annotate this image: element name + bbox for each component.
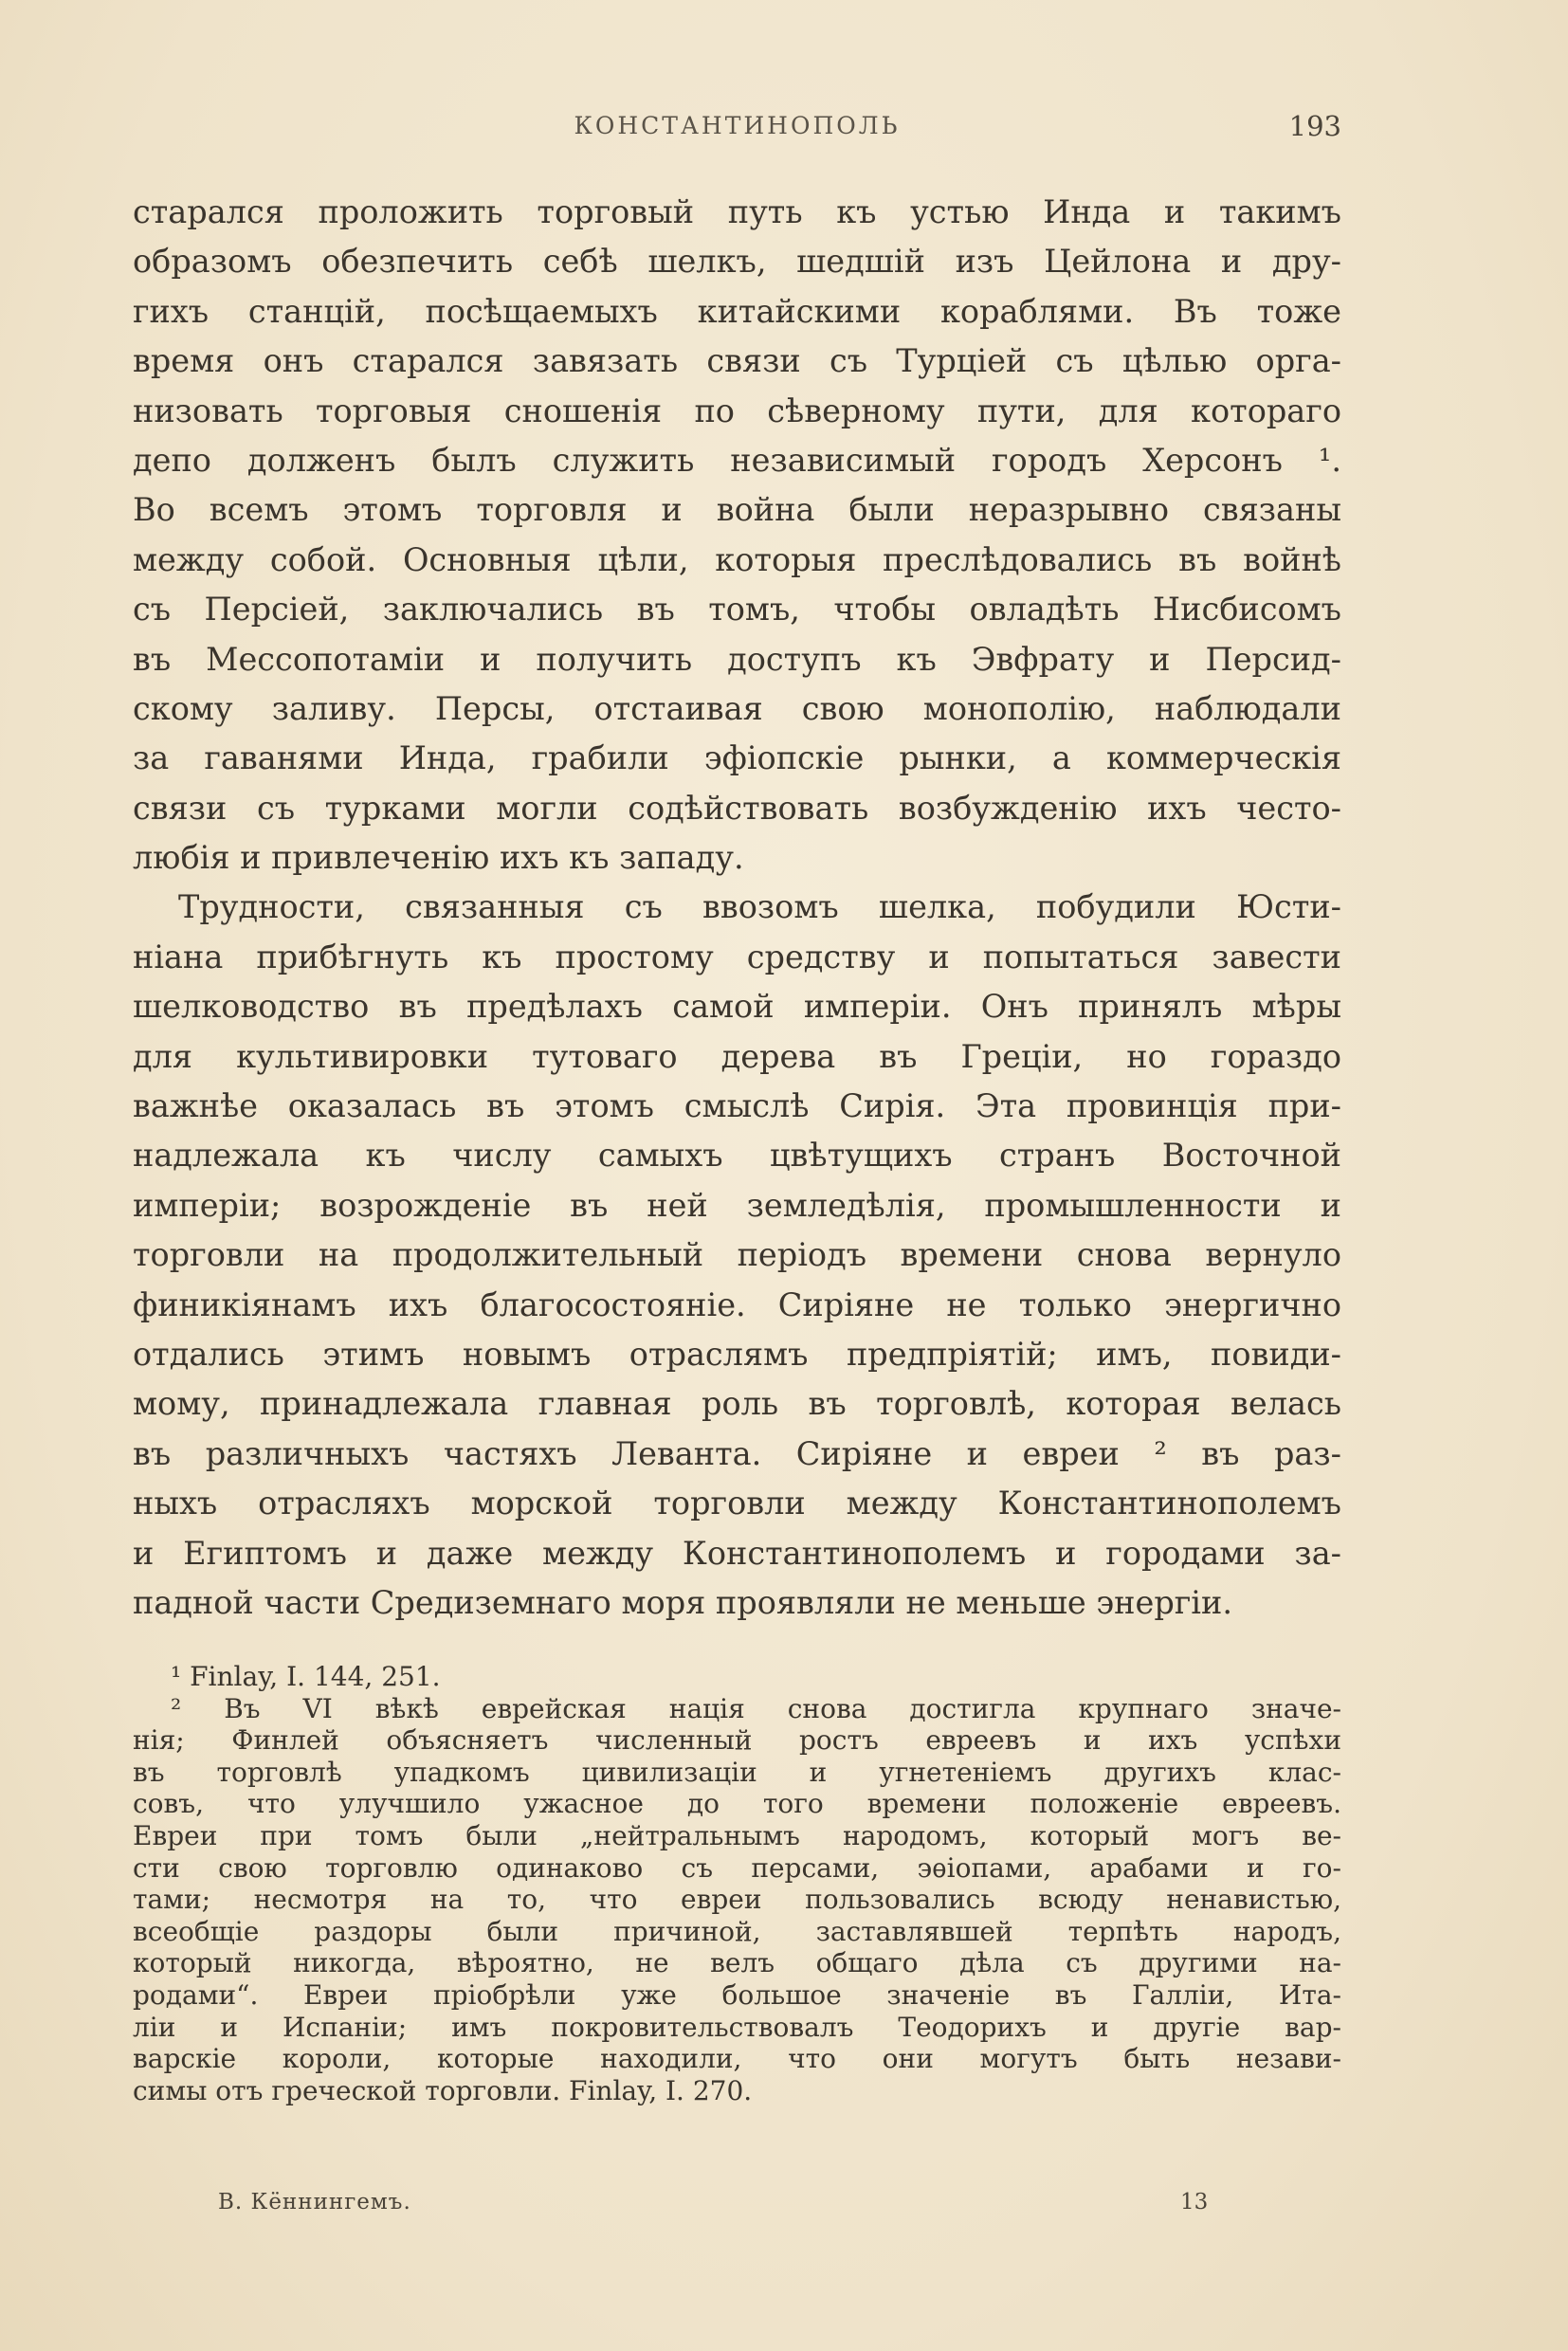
- text-line: гихъ станцій, посѣщаемыхъ китайскими кораблями. Въ тоже: [133, 292, 1341, 330]
- footnote-line: родами“. Евреи пріобрѣли уже большое значеніе въ Галліи, Ита-: [133, 1978, 1341, 2011]
- text-line: ніана прибѣгнуть къ простому средству и попытаться завести: [133, 938, 1341, 975]
- footnote-line: тами; несмотря на то, что евреи пользовались всюду ненавистью,: [133, 1884, 1341, 1916]
- text-line: для культивировки тутоваго дерева въ Греціи, но гораздо: [133, 1037, 1341, 1075]
- footnote-line: совъ, что улучшило ужасное до того времени положеніе евреевъ.: [133, 1788, 1341, 1820]
- text-line: скому заливу. Персы, отстаивая свою монополію, наблюдали: [133, 689, 1341, 727]
- text-line: и Египтомъ и даже между Константинополемъ и городами за-: [133, 1534, 1341, 1572]
- text-line: ныхъ отрасляхъ морской торговли между Константинополемъ: [133, 1485, 1341, 1522]
- signature-row: [133, 2190, 1341, 2224]
- text-line: финикіянамъ ихъ благосостояніе. Сиріяне не только энергично: [133, 1285, 1341, 1323]
- footnote-line: всеобщіе раздоры были причиной, заставлявшей терпѣть народъ,: [133, 1915, 1341, 1947]
- footnote-1: ¹ Finlay, I. 144, 251.: [171, 1661, 441, 1692]
- footnote-line: ліи и Испаніи; имъ покровительствовалъ Теодорихъ и другіе вар-: [133, 2011, 1341, 2043]
- footnote-line: нія; Финлей объясняетъ численный ростъ евреевъ и ихъ успѣхи: [133, 1724, 1341, 1757]
- footnote-line: сти свою торговлю одинаково съ персами, эѳіопами, арабами и го-: [133, 1851, 1341, 1884]
- text-line: за гаванями Инда, грабили эфіопскіе рынки, а коммерческія: [133, 739, 1341, 777]
- text-line: образомъ обезпечить себѣ шелкъ, шедшій изъ Цейлона и дру-: [133, 243, 1341, 281]
- footnote-line: Евреи при томъ были „нейтральнымъ народомъ, который могъ ве-: [133, 1819, 1341, 1851]
- text-line: отдались этимъ новымъ отраслямъ предпріятій; имъ, повиди-: [133, 1335, 1341, 1373]
- text-line: мому, принадлежала главная роль въ торговлѣ, которая велась: [133, 1385, 1341, 1423]
- text-line: связи съ турками могли содѣйствовать возбужденію ихъ често-: [133, 789, 1341, 827]
- text-line: надлежала къ числу самыхъ цвѣтущихъ странъ Восточной: [133, 1137, 1341, 1175]
- text-line: депо долженъ былъ служить независимый городъ Херсонъ ¹.: [133, 441, 1341, 479]
- printer-signature: В. Кённингемъ.: [218, 2190, 411, 2214]
- text-line: между собой. Основныя цѣли, которыя преслѣдовались въ войнѣ: [133, 540, 1341, 578]
- running-head: [133, 112, 1341, 150]
- footnote-line: который никогда, вѣроятно, не велъ общаго дѣла съ другими на-: [133, 1947, 1341, 1979]
- text-line: въ Мессопотаміи и получить доступъ къ Эвфрату и Персид-: [133, 640, 1341, 678]
- text-line: низовать торговыя сношенія по сѣверному пути, для котораго: [133, 392, 1341, 429]
- paragraph-start-line: Трудности, связанныя съ ввозомъ шелка, побудили Юсти-: [178, 888, 1341, 926]
- text-line: падной части Средиземнаго моря проявляли не меньше энергіи.: [133, 1583, 1233, 1621]
- text-line: въ различныхъ частяхъ Леванта. Сиріяне и евреи ² въ раз-: [133, 1434, 1341, 1472]
- running-title: КОНСТАНТИНОПОЛЬ: [574, 112, 901, 139]
- text-line: шелководство въ предѣлахъ самой имперіи. Онъ принялъ мѣры: [133, 988, 1341, 1026]
- text-line: важнѣе оказалась въ этомъ смыслѣ Сирія. Эта провинція при-: [133, 1087, 1341, 1125]
- footnote-line: варскіе короли, которые находили, что они могутъ быть незави-: [133, 2043, 1341, 2075]
- footnote-line: въ торговлѣ упадкомъ цивилизаціи и угнетеніемъ другихъ клас-: [133, 1756, 1341, 1788]
- text-line: время онъ старался завязать связи съ Турціей съ цѣлью орга-: [133, 342, 1341, 380]
- text-line: старался проложить торговый путь къ устью Инда и такимъ: [133, 193, 1341, 230]
- text-line: Во всемъ этомъ торговля и война были неразрывно связаны: [133, 491, 1341, 529]
- text-line: съ Персіей, заключались въ томъ, чтобы овладѣть Нисбисомъ: [133, 591, 1341, 629]
- footnote-2: ² Въ VI вѣкѣ еврейская нація снова достигла крупнаго значе-: [171, 1692, 1341, 1724]
- sheet-number: 13: [1180, 2190, 1209, 2214]
- footnote-line: симы отъ греческой торговли. Finlay, I. 270.: [133, 2074, 753, 2106]
- page-number: 193: [1288, 110, 1341, 142]
- main-text: [133, 188, 1341, 1628]
- footnotes: [133, 1661, 1341, 2106]
- text-line: торговли на продолжительный періодъ времени снова вернуло: [133, 1236, 1341, 1274]
- paragraph-end-line: любія и привлеченію ихъ къ западу.: [133, 839, 744, 877]
- text-line: имперіи; возрожденіе въ ней земледѣлія, промышленности и: [133, 1186, 1341, 1224]
